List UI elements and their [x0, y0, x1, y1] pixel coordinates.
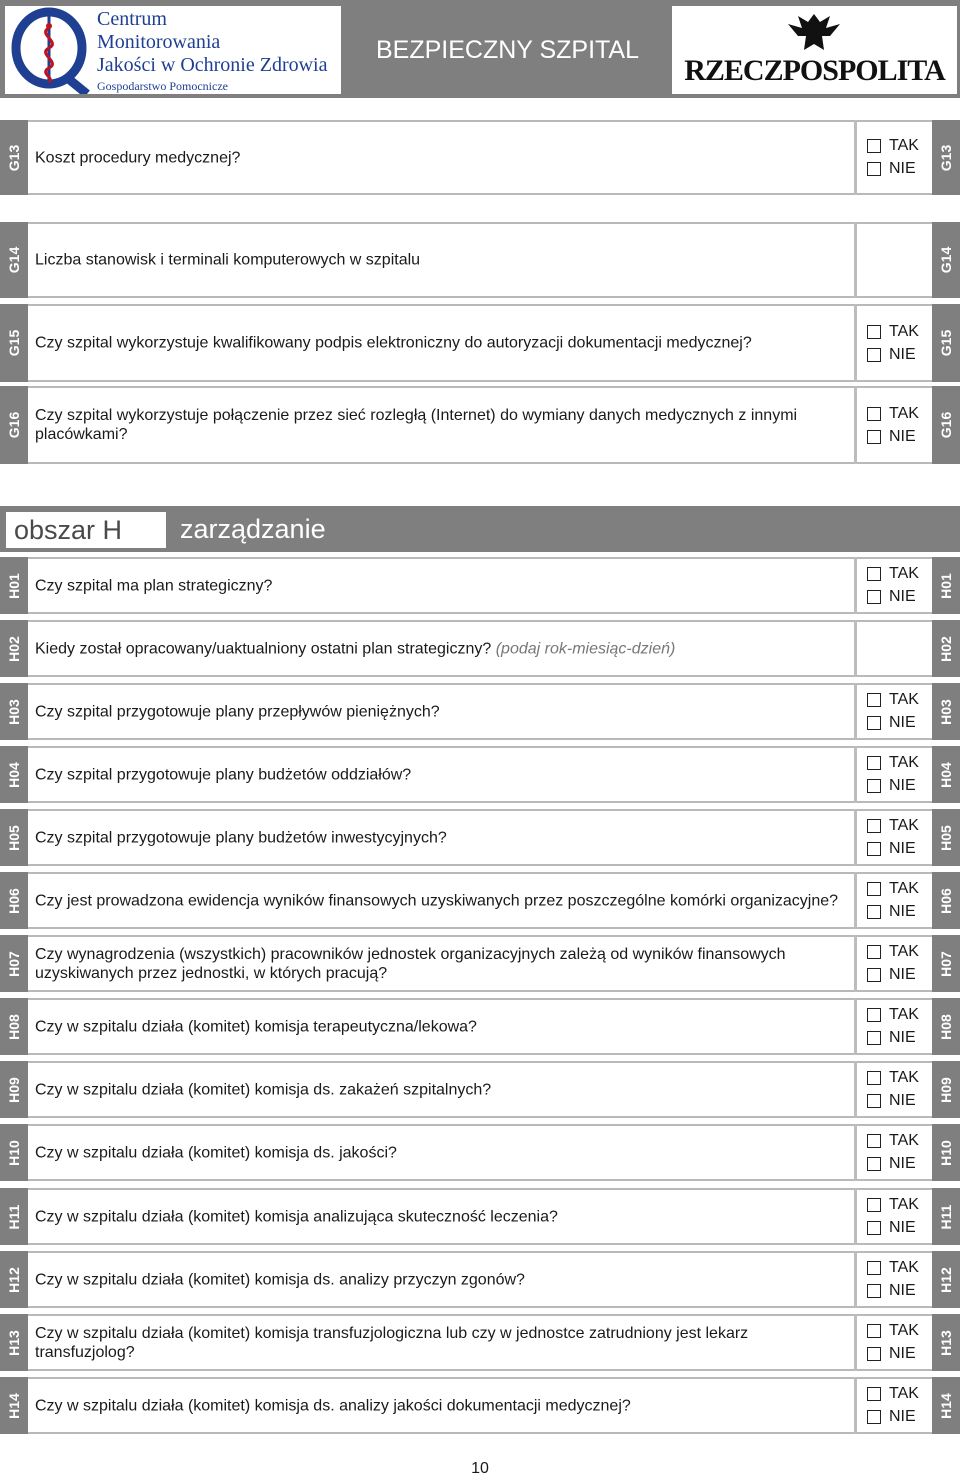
nie-option[interactable]: NIE [867, 1090, 919, 1113]
logo-line-3: Jakości w Ochronie Zdrowia [97, 54, 328, 76]
tak-option[interactable]: TAK [867, 320, 919, 343]
answer-cell [857, 935, 932, 992]
question-label: Czy szpital ma plan strategiczny? [35, 577, 273, 594]
row-code-label: H06 [0, 872, 28, 929]
tak-option[interactable]: TAK [867, 941, 919, 964]
row-code-label: H01 [0, 557, 28, 614]
row-code-label: H02 [0, 620, 28, 677]
row-code-label: G15 [0, 304, 28, 382]
nie-option[interactable]: NIE [867, 1280, 919, 1303]
question-row-g16 [0, 386, 960, 464]
nie-option[interactable]: NIE [867, 838, 919, 861]
question-text: Liczba stanowisk i terminali komputerowych w szpitalu [35, 251, 421, 269]
question-row-h13 [0, 1314, 960, 1371]
row-code-label: H05 [932, 809, 960, 866]
question-label: Czy w szpitalu działa (komitet) komisja ds. jakości? [35, 1144, 397, 1161]
row-code-label: H07 [932, 935, 960, 992]
question-row-g14 [0, 222, 960, 298]
rzeczpospolita-logo [672, 6, 957, 94]
question-row-g15 [0, 304, 960, 382]
answer-cell [857, 872, 932, 929]
answer-cell [857, 809, 932, 866]
tak-option[interactable]: TAK [867, 402, 919, 425]
nie-option[interactable]: NIE [867, 1217, 919, 1240]
row-code-label: H01 [932, 557, 960, 614]
question-row-h05 [0, 809, 960, 866]
tak-option[interactable]: TAK [867, 815, 919, 838]
tak-option[interactable]: TAK [867, 1067, 919, 1090]
row-code-label: H08 [0, 998, 28, 1055]
checkbox[interactable] [867, 1071, 881, 1085]
question-text [35, 1270, 844, 1289]
row-code-label: H02 [932, 620, 960, 677]
question-label: Czy szpital przygotowuje plany przepływów pieniężnych? [35, 703, 440, 720]
checkbox[interactable] [867, 1347, 881, 1361]
nie-option[interactable]: NIE [867, 586, 919, 609]
question-row-h04 [0, 746, 960, 803]
checkbox[interactable] [867, 1284, 881, 1298]
question-text: Koszt procedury medycznej? [35, 149, 241, 166]
answer-cell [857, 1188, 932, 1245]
row-code-label: H09 [0, 1061, 28, 1118]
answer-cell [857, 746, 932, 803]
answer-cell [857, 683, 932, 740]
section-id: obszar H [6, 512, 166, 548]
question-row-h10 [0, 1124, 960, 1181]
question-label: Czy w szpitalu działa (komitet) komisja transfuzjologiczna lub czy w jednostce zatrudniony jest lekarz transfuzjolog? [35, 1324, 749, 1361]
row-code-label: H06 [932, 872, 960, 929]
question-text [35, 639, 844, 658]
cmjoz-logo [5, 6, 341, 94]
checkbox[interactable] [867, 1157, 881, 1171]
checkbox[interactable] [867, 968, 881, 982]
answer-cell [857, 1124, 932, 1181]
nie-option[interactable]: NIE [867, 158, 919, 181]
question-text [35, 1207, 844, 1226]
section-title: zarządzanie [180, 514, 326, 544]
question-row-h03 [0, 683, 960, 740]
checkbox[interactable] [867, 756, 881, 770]
row-code-label: H04 [0, 746, 28, 803]
answer-cell [857, 1314, 932, 1371]
checkbox[interactable] [867, 716, 881, 730]
logo-subtitle: Gospodarstwo Pomocnicze [97, 79, 228, 93]
tak-option[interactable]: TAK [867, 1383, 919, 1406]
question-row-g13 [0, 120, 960, 195]
answer-cell [857, 304, 932, 382]
answer-cell [857, 1251, 932, 1308]
row-code-label: H03 [932, 683, 960, 740]
question-text [35, 1143, 844, 1162]
tak-option[interactable]: TAK [867, 1257, 919, 1280]
question-text [35, 1080, 844, 1099]
row-code-label: H09 [932, 1061, 960, 1118]
row-code-label: G16 [932, 386, 960, 464]
checkbox[interactable] [867, 1261, 881, 1275]
nie-option[interactable]: NIE [867, 901, 919, 924]
question-label: Czy w szpitalu działa (komitet) komisja terapeutyczna/lekowa? [35, 1018, 477, 1035]
question-label: Czy w szpitalu działa (komitet) komisja ds. analizy jakości dokumentacji medycznej? [35, 1397, 631, 1414]
answer-cell [857, 120, 932, 195]
tak-option[interactable]: TAK [867, 689, 919, 712]
checkbox[interactable] [867, 1324, 881, 1338]
row-code-label: H08 [932, 998, 960, 1055]
question-label: Czy wynagrodzenia (wszystkich) pracowników jednostek organizacyjnych zależą od wyników finansowych uzyskiwanych przez jednostki, w których pracują? [35, 945, 786, 982]
question-text [35, 702, 844, 721]
tak-option[interactable]: TAK [867, 1004, 919, 1027]
nie-option[interactable]: NIE [867, 425, 919, 448]
answer-cell [857, 557, 932, 614]
answer-cell [857, 1061, 932, 1118]
answer-cell [857, 998, 932, 1055]
tak-option[interactable]: TAK [867, 1320, 919, 1343]
question-label: Czy szpital przygotowuje plany budżetów inwestycyjnych? [35, 829, 447, 846]
row-code-label: H10 [932, 1124, 960, 1181]
logo-line-1: Centrum [97, 8, 167, 30]
answer-cell [857, 1377, 932, 1434]
question-text: Czy szpital wykorzystuje połączenie przez sieć rozległą (Internet) do wymiany danych medycznych z innymi placówkami? [35, 407, 798, 443]
answer-input-cell[interactable] [857, 222, 932, 298]
question-text [35, 1396, 844, 1415]
checkbox[interactable] [867, 779, 881, 793]
row-code-label: H11 [932, 1188, 960, 1245]
tak-option[interactable]: TAK [867, 878, 919, 901]
question-text [35, 828, 844, 847]
eagle-icon [774, 10, 854, 54]
checkbox[interactable] [867, 1031, 881, 1045]
page-number: 10 [471, 1460, 489, 1477]
row-code-label: G14 [0, 222, 28, 298]
checkbox[interactable] [867, 1198, 881, 1212]
question-text: Czy szpital wykorzystuje kwalifikowany podpis elektroniczny do autoryzacji dokumentacji medycznej? [35, 334, 752, 352]
checkbox[interactable] [867, 1410, 881, 1424]
row-code-label: G16 [0, 386, 28, 464]
logo-wordmark: RZECZPOSPOLITA [684, 54, 945, 87]
row-code-label: H03 [0, 683, 28, 740]
checkbox[interactable] [867, 693, 881, 707]
row-code-label: H07 [0, 935, 28, 992]
question-row-h08 [0, 998, 960, 1055]
row-code-label: G13 [932, 120, 960, 195]
nie-option[interactable]: NIE [867, 964, 919, 987]
section-header [0, 506, 960, 552]
checkbox[interactable] [867, 348, 881, 362]
row-code-label: H05 [0, 809, 28, 866]
row-code-label: H14 [932, 1377, 960, 1434]
row-code-label: G14 [932, 222, 960, 298]
question-label: Czy w szpitalu działa (komitet) komisja ds. zakażeń szpitalnych? [35, 1081, 492, 1098]
question-row-h12 [0, 1251, 960, 1308]
tak-option[interactable]: TAK [867, 752, 919, 775]
tak-option[interactable]: TAK [867, 1130, 919, 1153]
checkbox[interactable] [867, 325, 881, 339]
nie-option[interactable]: NIE [867, 775, 919, 798]
question-row-h01 [0, 557, 960, 614]
question-row-h09 [0, 1061, 960, 1118]
question-text [35, 1324, 844, 1362]
answer-cell [857, 386, 932, 464]
question-row-h11 [0, 1188, 960, 1245]
question-row-h06 [0, 872, 960, 929]
question-row-h02 [0, 620, 960, 677]
checkbox[interactable] [867, 1094, 881, 1108]
nie-option[interactable]: NIE [867, 343, 919, 366]
row-code-label: H12 [932, 1251, 960, 1308]
checkbox[interactable] [867, 882, 881, 896]
nie-option[interactable]: NIE [867, 1153, 919, 1176]
row-code-label: H13 [932, 1314, 960, 1371]
row-code-label: H12 [0, 1251, 28, 1308]
row-code-label: G15 [932, 304, 960, 382]
tak-option[interactable]: TAK [867, 563, 919, 586]
checkbox[interactable] [867, 1008, 881, 1022]
question-label: Kiedy został opracowany/uaktualniony ostatni plan strategiczny? [35, 640, 492, 657]
nie-option[interactable]: NIE [867, 712, 919, 735]
nie-option[interactable]: NIE [867, 1343, 919, 1366]
tak-option[interactable]: TAK [867, 1194, 919, 1217]
question-row-h14 [0, 1377, 960, 1434]
question-label: Czy w szpitalu działa (komitet) komisja analizująca skuteczność leczenia? [35, 1208, 558, 1225]
question-text [35, 1017, 844, 1036]
question-text [35, 891, 844, 910]
nie-option[interactable]: NIE [867, 1406, 919, 1429]
checkbox[interactable] [867, 139, 881, 153]
question-text [35, 945, 844, 983]
row-code-label: H13 [0, 1314, 28, 1371]
checkbox[interactable] [867, 1221, 881, 1235]
answer-hint: (podaj rok-miesiąc-dzień) [495, 640, 676, 657]
checkbox[interactable] [867, 1387, 881, 1401]
checkbox[interactable] [867, 1134, 881, 1148]
checkbox[interactable] [867, 430, 881, 444]
row-code-label: H10 [0, 1124, 28, 1181]
checkbox[interactable] [867, 407, 881, 421]
logo-line-2: Monitorowania [97, 31, 221, 53]
nie-option[interactable]: NIE [867, 1027, 919, 1050]
q-caduceus-icon [7, 6, 97, 94]
answer-input-cell[interactable] [857, 620, 932, 677]
row-code-label: H11 [0, 1188, 28, 1245]
question-text [35, 576, 844, 595]
checkbox[interactable] [867, 590, 881, 604]
question-label: Czy w szpitalu działa (komitet) komisja ds. analizy przyczyn zgonów? [35, 1271, 525, 1288]
row-code-label: G13 [0, 120, 28, 195]
question-label: Czy szpital przygotowuje plany budżetów oddziałów? [35, 766, 412, 783]
question-label: Czy jest prowadzona ewidencja wyników finansowych uzyskiwanych przez poszczególne komórki organizacyjne? [35, 892, 839, 909]
checkbox[interactable] [867, 567, 881, 581]
document-title: BEZPIECZNY SZPITAL [375, 36, 640, 64]
checkbox[interactable] [867, 819, 881, 833]
checkbox[interactable] [867, 162, 881, 176]
row-code-label: H14 [0, 1377, 28, 1434]
question-row-h07 [0, 935, 960, 992]
checkbox[interactable] [867, 945, 881, 959]
question-text [35, 765, 844, 784]
tak-option[interactable]: TAK [867, 135, 919, 158]
checkbox[interactable] [867, 905, 881, 919]
row-code-label: H04 [932, 746, 960, 803]
checkbox[interactable] [867, 842, 881, 856]
